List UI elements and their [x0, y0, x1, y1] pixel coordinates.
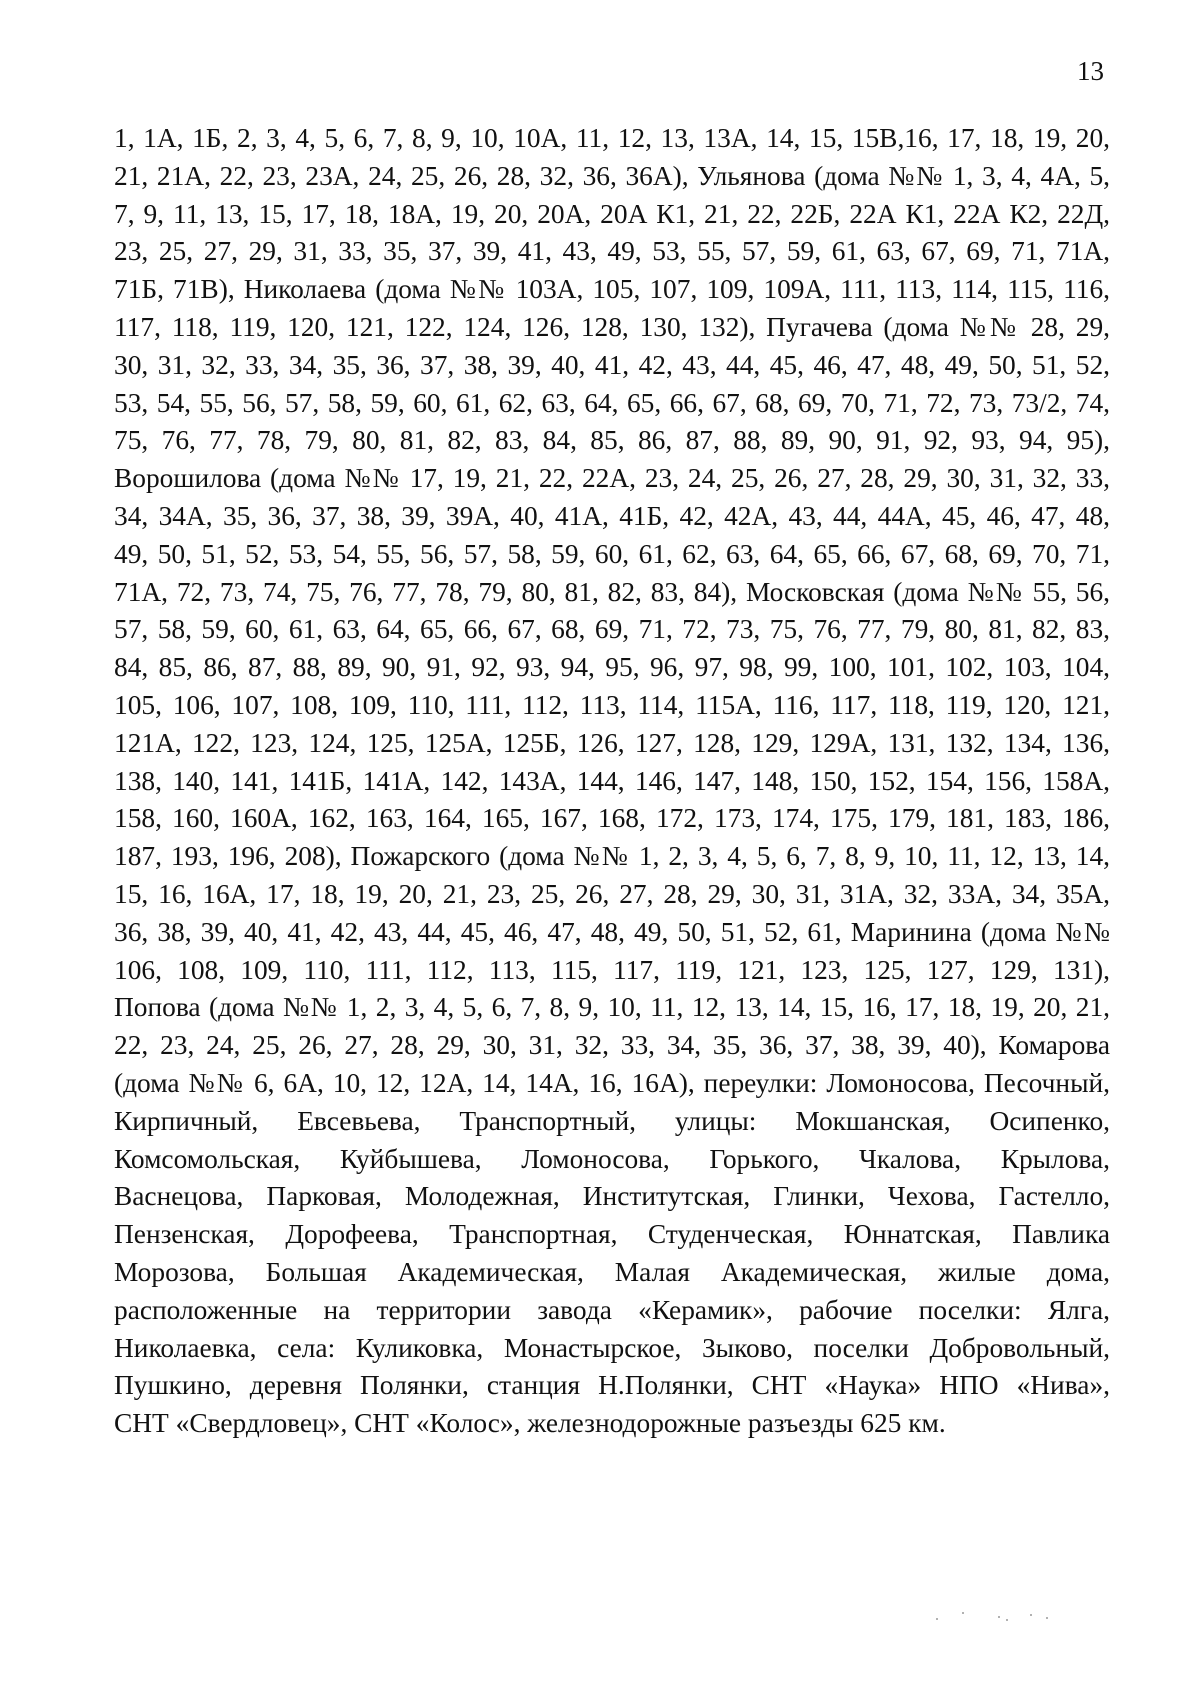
text-line: 53, 54, 55, 56, 57, 58, 59, 60, 61, 62, 63, 64, 65, 66, 67, 68, 69, 70, 71, 72, 73, 73/2, 74, [114, 387, 1110, 418]
text-line: 23, 25, 27, 29, 31, 33, 35, 37, 39, 41, 43, 49, 53, 55, 57, 59, 61, 63, 67, 69, 71, 71А, [114, 236, 1110, 267]
scan-specks-decoration [936, 1610, 1056, 1622]
text-line: 84, 85, 86, 87, 88, 89, 90, 91, 92, 93, 94, 95, 96, 97, 98, 99, 100, 101, 102, 103, 104, [114, 652, 1110, 683]
speck [962, 1612, 964, 1614]
text-line: 36, 38, 39, 40, 41, 42, 43, 44, 45, 46, 47, 48, 49, 50, 51, 52, 61, Маринина (дома №№ [114, 916, 1110, 947]
text-line: 34, 34А, 35, 36, 37, 38, 39, 39А, 40, 41А, 41Б, 42, 42А, 43, 44, 44А, 45, 46, 47, 48, [114, 500, 1110, 531]
text-line: Пушкино, деревня Полянки, станция Н.Полянки, СНТ «Наука» НПО «Нива», [114, 1370, 1110, 1401]
text-line: 158, 160, 160А, 162, 163, 164, 165, 167, 168, 172, 173, 174, 175, 179, 181, 183, 186, [114, 803, 1110, 834]
text-line-last: СНТ «Свердловец», СНТ «Колос», железнодорожные разъезды 625 км. [114, 1408, 946, 1439]
text-line: Николаевка, села: Куликовка, Монастырское, Зыково, поселки Добровольный, [114, 1332, 1110, 1363]
text-line: Комсомольская, Куйбышева, Ломоносова, Горького, Чкалова, Крылова, [114, 1143, 1110, 1174]
text-line: 57, 58, 59, 60, 61, 63, 64, 65, 66, 67, 68, 69, 71, 72, 73, 75, 76, 77, 79, 80, 81, 82, 83, [114, 614, 1110, 645]
text-line: Пензенская, Дорофеева, Транспортная, Студенческая, Юннатская, Павлика [114, 1219, 1110, 1250]
text-line: 121А, 122, 123, 124, 125, 125А, 125Б, 126, 127, 128, 129, 129А, 131, 132, 134, 136, [114, 727, 1110, 758]
text-line: расположенные на территории завода «Керамик», рабочие поселки: Ялга, [114, 1294, 1110, 1325]
text-line: (дома №№ 6, 6А, 10, 12, 12А, 14, 14А, 16, 16А), переулки: Ломоносова, Песочный, [114, 1067, 1110, 1098]
speck [1046, 1617, 1048, 1619]
text-line: 49, 50, 51, 52, 53, 54, 55, 56, 57, 58, 59, 60, 61, 62, 63, 64, 65, 66, 67, 68, 69, 70, 71, [114, 538, 1110, 569]
speck [1030, 1614, 1032, 1616]
text-line: 138, 140, 141, 141Б, 141А, 142, 143А, 144, 146, 147, 148, 150, 152, 154, 156, 158А, [114, 765, 1110, 796]
text-line: 30, 31, 32, 33, 34, 35, 36, 37, 38, 39, 40, 41, 42, 43, 44, 45, 46, 47, 48, 49, 50, 51, 52, [114, 349, 1110, 380]
text-line: 1, 1А, 1Б, 2, 3, 4, 5, 6, 7, 8, 9, 10, 10А, 11, 12, 13, 13А, 14, 15, 15В,16, 17, 18, 19, 20, [114, 123, 1110, 153]
text-line: 22, 23, 24, 25, 26, 27, 28, 29, 30, 31, 32, 33, 34, 35, 36, 37, 38, 39, 40), Комарова [114, 1030, 1110, 1061]
text-line: 106, 108, 109, 110, 111, 112, 113, 115, 117, 119, 121, 123, 125, 127, 129, 131), [114, 954, 1110, 985]
text-line: 21, 21А, 22, 23, 23А, 24, 25, 26, 28, 32, 36, 36А), Ульянова (дома №№ 1, 3, 4, 4А, 5, [114, 160, 1110, 191]
text-line: 71А, 72, 73, 74, 75, 76, 77, 78, 79, 80, 81, 82, 83, 84), Московская (дома №№ 55, 56, [114, 576, 1110, 607]
address-list-paragraph [114, 120, 1110, 1443]
text-line: 71Б, 71В), Николаева (дома №№ 103А, 105, 107, 109, 109А, 111, 113, 114, 115, 116, [114, 274, 1110, 305]
text-line: 117, 118, 119, 120, 121, 122, 124, 126, 128, 130, 132), Пугачева (дома №№ 28, 29, [114, 311, 1110, 342]
text-line: Попова (дома №№ 1, 2, 3, 4, 5, 6, 7, 8, 9, 10, 11, 12, 13, 14, 15, 16, 17, 18, 19, 20, 21, [114, 992, 1110, 1023]
page-number: 13 [1077, 56, 1104, 86]
text-line: Кирпичный, Евсевьева, Транспортный, улицы: Мокшанская, Осипенко, [114, 1105, 1110, 1136]
text-line: 75, 76, 77, 78, 79, 80, 81, 82, 83, 84, 85, 86, 87, 88, 89, 90, 91, 92, 93, 94, 95), [114, 425, 1110, 456]
speck [936, 1618, 938, 1620]
text-line: Васнецова, Парковая, Молодежная, Институтская, Глинки, Чехова, Гастелло, [114, 1181, 1110, 1212]
text-line: 187, 193, 196, 208), Пожарского (дома №№ 1, 2, 3, 4, 5, 6, 7, 8, 9, 10, 11, 12, 13, 14, [114, 841, 1110, 872]
speck [1006, 1619, 1008, 1621]
text-line: 15, 16, 16А, 17, 18, 19, 20, 21, 23, 25, 26, 27, 28, 29, 30, 31, 31А, 32, 33А, 34, 35А, [114, 878, 1110, 909]
text-line: Морозова, Большая Академическая, Малая Академическая, жилые дома, [114, 1256, 1110, 1287]
speck [998, 1616, 1000, 1618]
text-line: Ворошилова (дома №№ 17, 19, 21, 22, 22А, 23, 24, 25, 26, 27, 28, 29, 30, 31, 32, 33, [114, 463, 1110, 494]
text-line: 105, 106, 107, 108, 109, 110, 111, 112, 113, 114, 115А, 116, 117, 118, 119, 120, 121, [114, 689, 1110, 720]
text-line: 7, 9, 11, 13, 15, 17, 18, 18А, 19, 20, 20А, 20А К1, 21, 22, 22Б, 22А К1, 22А К2, 22Д, [114, 198, 1110, 229]
